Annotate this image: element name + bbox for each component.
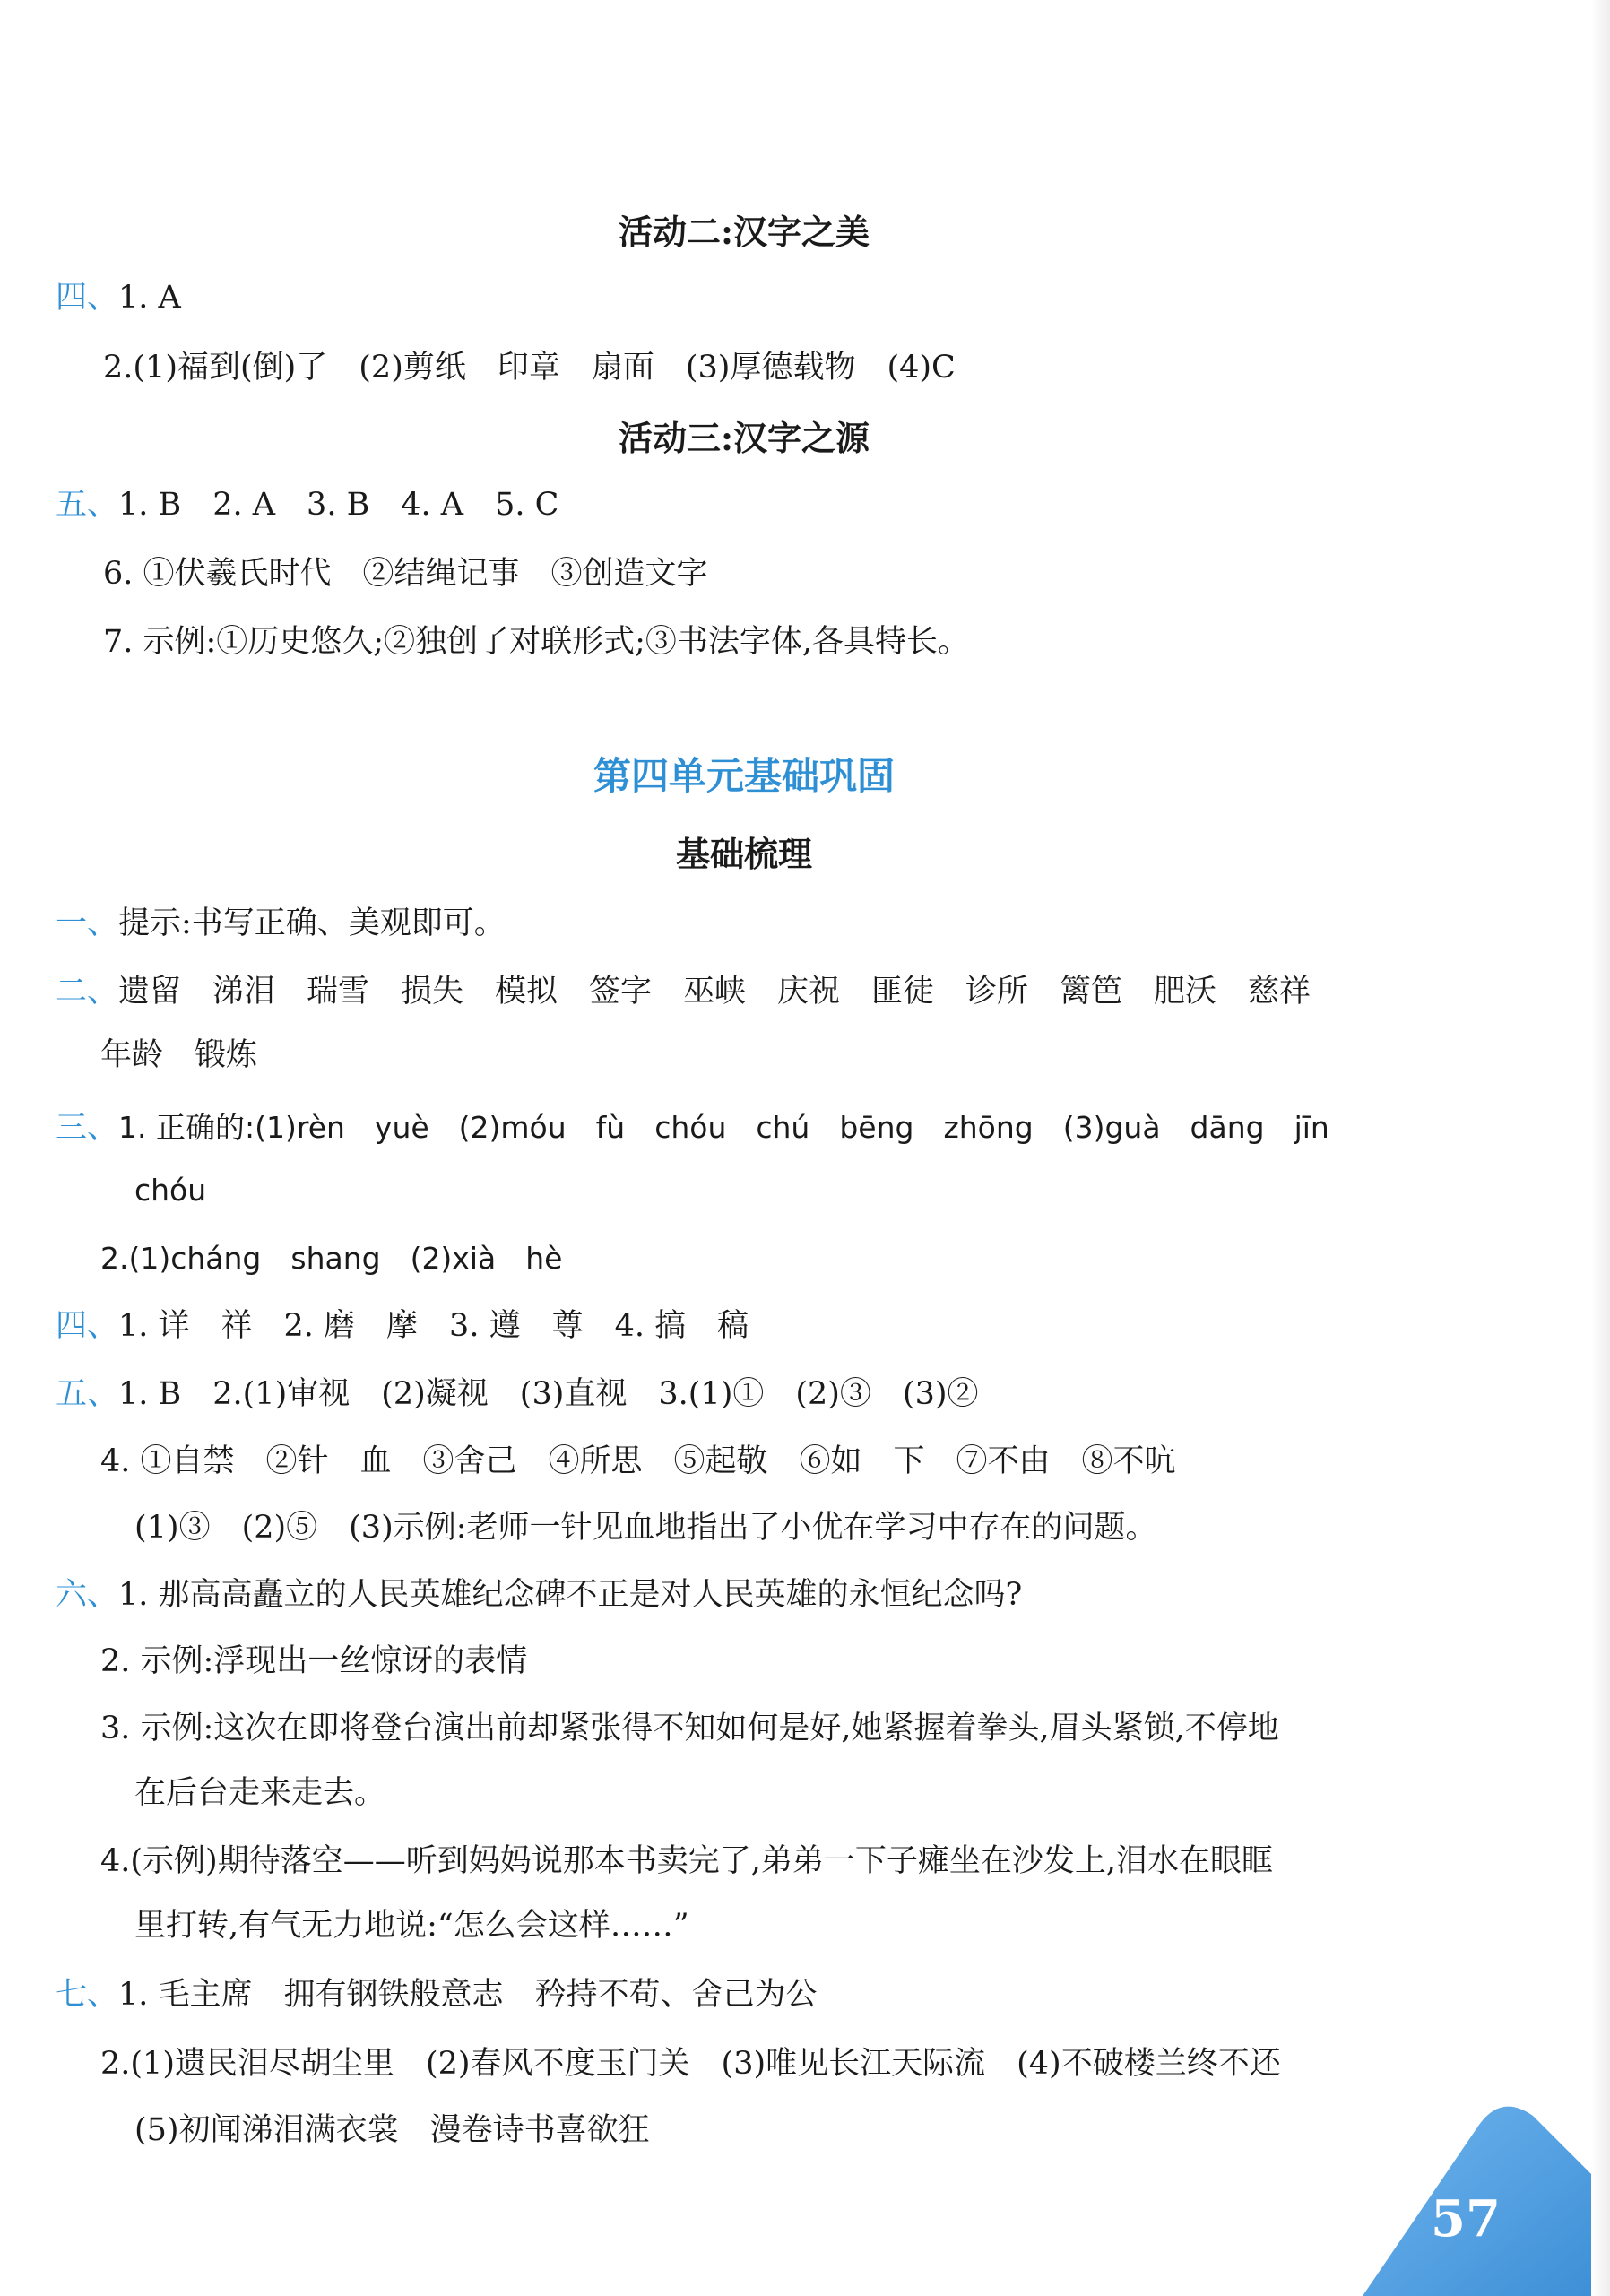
u4-q3-line-1 [56,1108,1329,1148]
unit4-title: 第四单元基础巩固 [593,754,895,798]
u4-q2-number: 二、 [56,974,119,1009]
u4-q1-line [56,904,506,943]
page-edge-shadow [1591,0,1610,2296]
u4-q3-item-1a: 1. 正确的:(1)rèn yuè (2)móu fù chóu chú bēng zhōng (3)guà dāng jīn [118,1110,1329,1145]
activity2-title: 活动二:汉字之美 [618,212,870,252]
q4-item-2: 2.(1)福到(倒)了 (2)剪纸 印章 扇面 (3)厚德载物 (4)C [103,350,956,386]
u4-q6-item-4b: 里打转,有气无力地说:“怎么会这样……” [134,1908,689,1944]
u4-q1-number: 一、 [56,905,119,941]
unit4-subtitle: 基础梳理 [675,834,812,874]
u4-q5-item-4a: 4. ①自禁 ②针 血 ③舍己 ④所思 ⑤起敬 ⑥如 下 ⑦不由 ⑧不吭 [100,1443,1176,1479]
u4-q6-item-2: 2. 示例:浮现出一丝惊讶的表情 [100,1643,528,1679]
u4-q5-number: 五、 [56,1376,119,1412]
q5-item-7: 7. 示例:①历史悠久;②独创了对联形式;③书法字体,各具特长。 [103,624,970,660]
u4-q5-items-1-3: 1. B 2.(1)审视 (2)凝视 (3)直视 3.(1)① (2)③ (3)② [118,1376,979,1412]
u4-q2-words-1: 遗留 涕泪 瑞雪 损失 模拟 签字 巫峡 庆祝 匪徒 诊所 篱笆 肥沃 慈祥 [118,974,1311,1009]
page-number: 57 [1431,2189,1501,2248]
u4-q7-line-1 [56,1975,818,2014]
q5-item-6: 6. ①伏羲氏时代 ②结绳记事 ③创造文字 [103,556,708,592]
u4-q6-item-1: 1. 那高高矗立的人民英雄纪念碑不正是对人民英雄的永恒纪念吗? [118,1577,1023,1613]
u4-q7-item-1: 1. 毛主席 拥有钢铁般意志 矜持不苟、舍己为公 [118,1977,818,2013]
u4-q6-item-3b: 在后台走来走去。 [134,1775,386,1811]
u4-q1-text: 提示:书写正确、美观即可。 [118,905,506,941]
u4-q7-item-2a: 2.(1)遗民泪尽胡尘里 (2)春风不度玉门关 (3)唯见长江天际流 (4)不破楼兰终不还 [100,2046,1281,2082]
u4-q3-item-1b: chóu [134,1173,207,1208]
q4-line-1 [56,278,181,317]
u4-q3-number: 三、 [56,1110,119,1146]
q5-number: 五、 [56,487,119,523]
u4-q3-item-2: 2.(1)cháng shang (2)xià hè [100,1241,563,1276]
u4-q4-number: 四、 [56,1308,119,1344]
u4-q2-words-2: 年龄 锻炼 [100,1037,258,1073]
u4-q4-text: 1. 详 祥 2. 磨 摩 3. 遵 尊 4. 搞 稿 [118,1308,749,1344]
u4-q6-item-3a: 3. 示例:这次在即将登台演出前却紧张得不知如何是好,她紧握着拳头,眉头紧锁,不停地 [100,1711,1279,1746]
q4-item-1: 1. A [118,280,181,316]
u4-q6-line-1 [56,1575,1022,1615]
u4-q2-line-1 [56,972,1311,1011]
u4-q7-number: 七、 [56,1977,119,2013]
q5-items-1-5: 1. B 2. A 3. B 4. A 5. C [118,487,559,523]
u4-q6-item-4a: 4.(示例)期待落空——听到妈妈说那本书卖完了,弟弟一下子瘫坐在沙发上,泪水在眼眶 [100,1843,1273,1879]
u4-q4-line [56,1306,749,1346]
u4-q5-line-1 [56,1374,979,1414]
u4-q5-item-4b: (1)③ (2)⑤ (3)示例:老师一针见血地指出了小优在学习中存在的问题。 [134,1510,1157,1546]
q5-line-1 [56,485,558,524]
q4-number: 四、 [56,280,119,316]
u4-q7-item-2b: (5)初闻涕泪满衣裳 漫卷诗书喜欲狂 [134,2112,650,2148]
u4-q6-number: 六、 [56,1577,119,1613]
activity3-title: 活动三:汉字之源 [618,418,870,458]
